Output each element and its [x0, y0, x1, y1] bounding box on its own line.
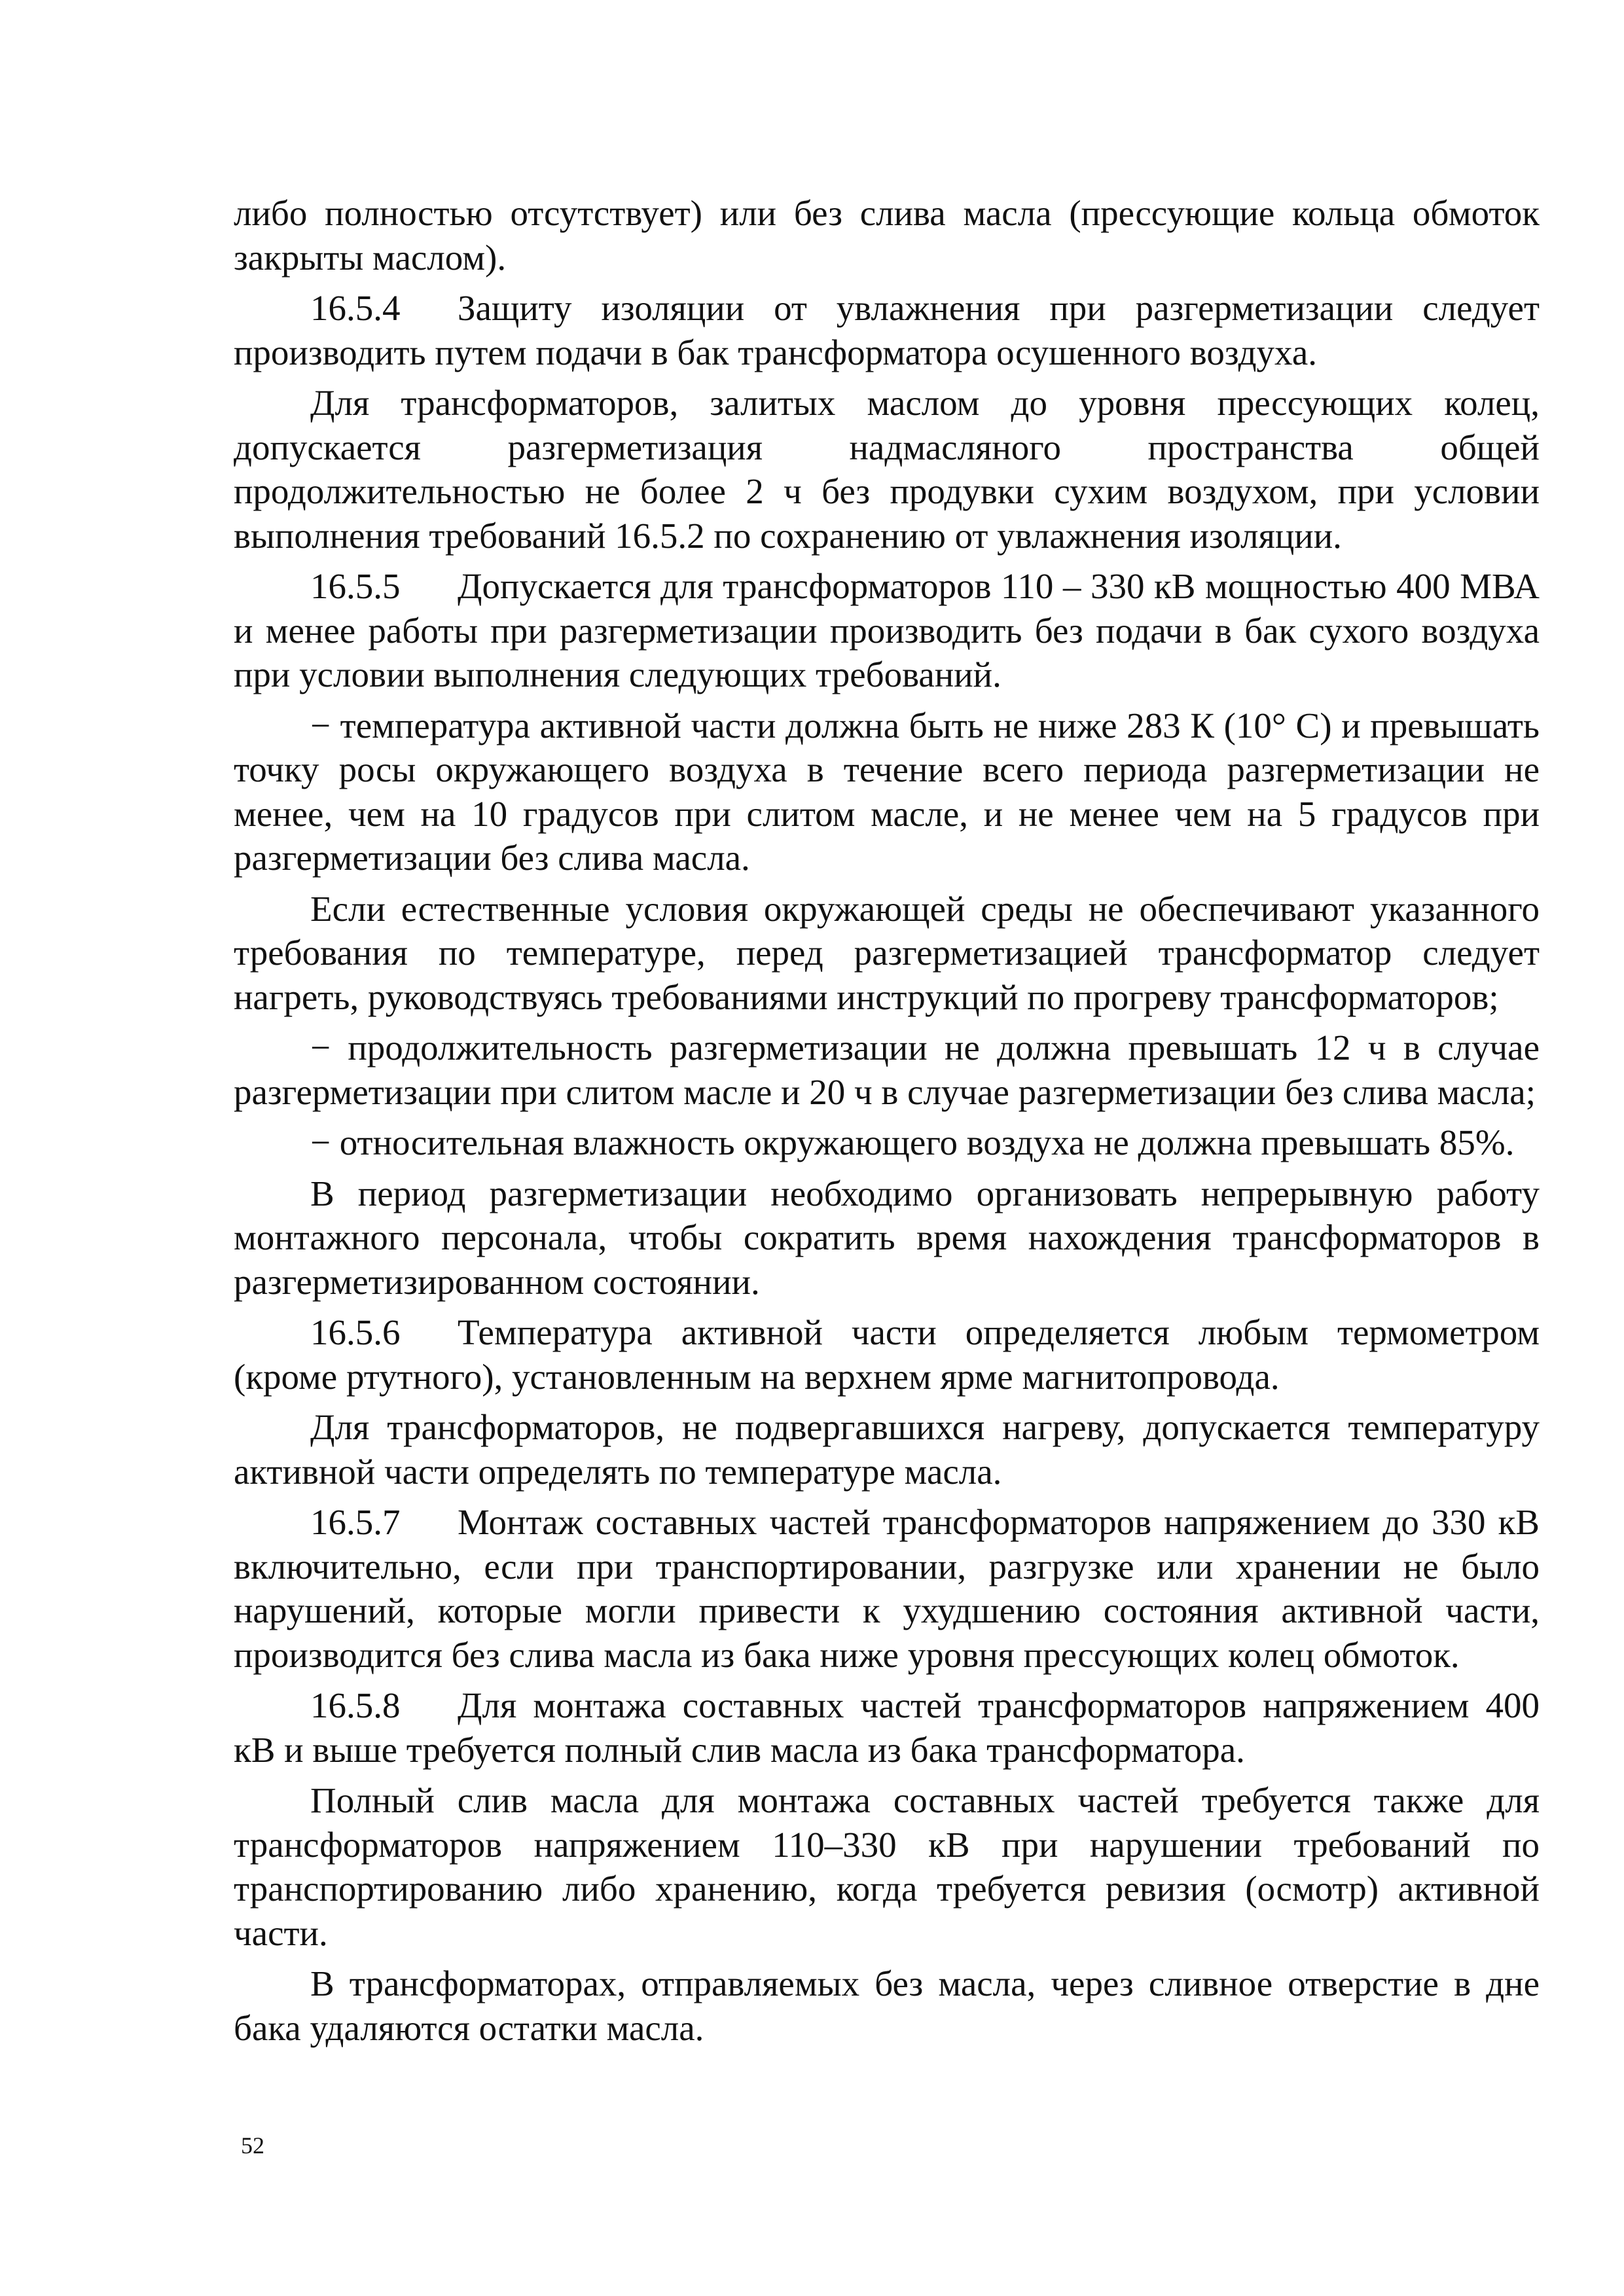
clause-16-5-4 [234, 286, 1540, 374]
clause-16-5-8 [234, 1683, 1540, 1772]
clause-number: 16.5.8 [310, 1685, 401, 1725]
clause-16-5-7 [234, 1500, 1540, 1677]
clause-16-5-6 [234, 1310, 1540, 1399]
clause-text: Температура активной части определяется любым термометром (кроме ртутного), установленным на верхнем ярме магнитопровода. [234, 1312, 1540, 1397]
list-item-humidity: − относительная влажность окружающего воздуха не должна превышать 85%. [310, 1122, 1515, 1162]
paragraph: В трансформаторах, отправляемых без масла, через сливное отверстие в дне бака удаляются остатки масла. [234, 1964, 1540, 2048]
clause-16-5-5 [234, 564, 1540, 697]
paragraph: Для трансформаторов, не подвергавшихся нагреву, допускается температуру активной части определять по температуре масла. [234, 1407, 1540, 1492]
clause-number: 16.5.7 [310, 1502, 401, 1542]
document-page [234, 191, 1540, 2050]
clause-text: Монтаж составных частей трансформаторов напряжением до 330 кВ включительно, если при транспортировании, разгрузке или хранении не было нарушений, которые могли привести к ухудшению состояния активной части, производится без слива масла из бака ниже уровня прессующих колец обмоток. [234, 1502, 1540, 1675]
clause-text: Для монтажа составных частей трансформаторов напряжением 400 кВ и выше требуется полный слив масла из бака трансформатора. [234, 1685, 1540, 1770]
clause-number: 16.5.4 [310, 288, 401, 328]
paragraph: Если естественные условия окружающей среды не обеспечивают указанного требования по температуре, перед разгерметизацией трансформатор следует нагреть, руководствуясь требованиями инструкций по прогреву трансформаторов; [234, 888, 1540, 1017]
paragraph: В период разгерметизации необходимо организовать непрерывную работу монтажного персонала, чтобы сократить время нахождения трансформаторов в разгерметизированном состоянии. [234, 1173, 1540, 1302]
clause-number: 16.5.5 [310, 566, 401, 606]
paragraph: Полный слив масла для монтажа составных частей требуется также для трансформаторов напряжением 110–330 кВ при нарушении требований по транспортированию либо хранению, когда требуется ревизия (осмотр) активной части. [234, 1780, 1540, 1953]
clause-text: Защиту изоляции от увлажнения при разгерметизации следует производить путем подачи в бак трансформатора осушенного воздуха. [234, 288, 1540, 372]
list-item-temperature: − температура активной части должна быть не ниже 283 К (10° С) и превышать точку росы окружающего воздуха в течение всего периода разгерметизации не менее, чем на 10 градусов при слитом масле, и не менее чем на 5 градусов при разгерметизации без слива масла. [234, 705, 1540, 878]
clause-number: 16.5.6 [310, 1312, 401, 1352]
paragraph: Для трансформаторов, залитых маслом до уровня прессующих колец, допускается разгерметизация надмасляного пространства общей продолжительностью не более 2 ч без продувки сухим воздухом, при условии выполнения требований 16.5.2 по сохранению от увлажнения изоляции. [234, 383, 1540, 556]
paragraph-continuation: либо полностью отсутствует) или без слива масла (прессующие кольца обмоток закрыты маслом). [234, 193, 1540, 278]
page-number: 52 [241, 2132, 264, 2159]
list-item-duration: − продолжительность разгерметизации не должна превышать 12 ч в случае разгерметизации при слитом масле и 20 ч в случае разгерметизации без слива масла; [234, 1028, 1540, 1112]
clause-text: Допускается для трансформаторов 110 – 330 кВ мощностью 400 МВА и менее работы при разгерметизации производить без подачи в бак сухого воздуха при условии выполнения следующих требований. [234, 566, 1540, 694]
